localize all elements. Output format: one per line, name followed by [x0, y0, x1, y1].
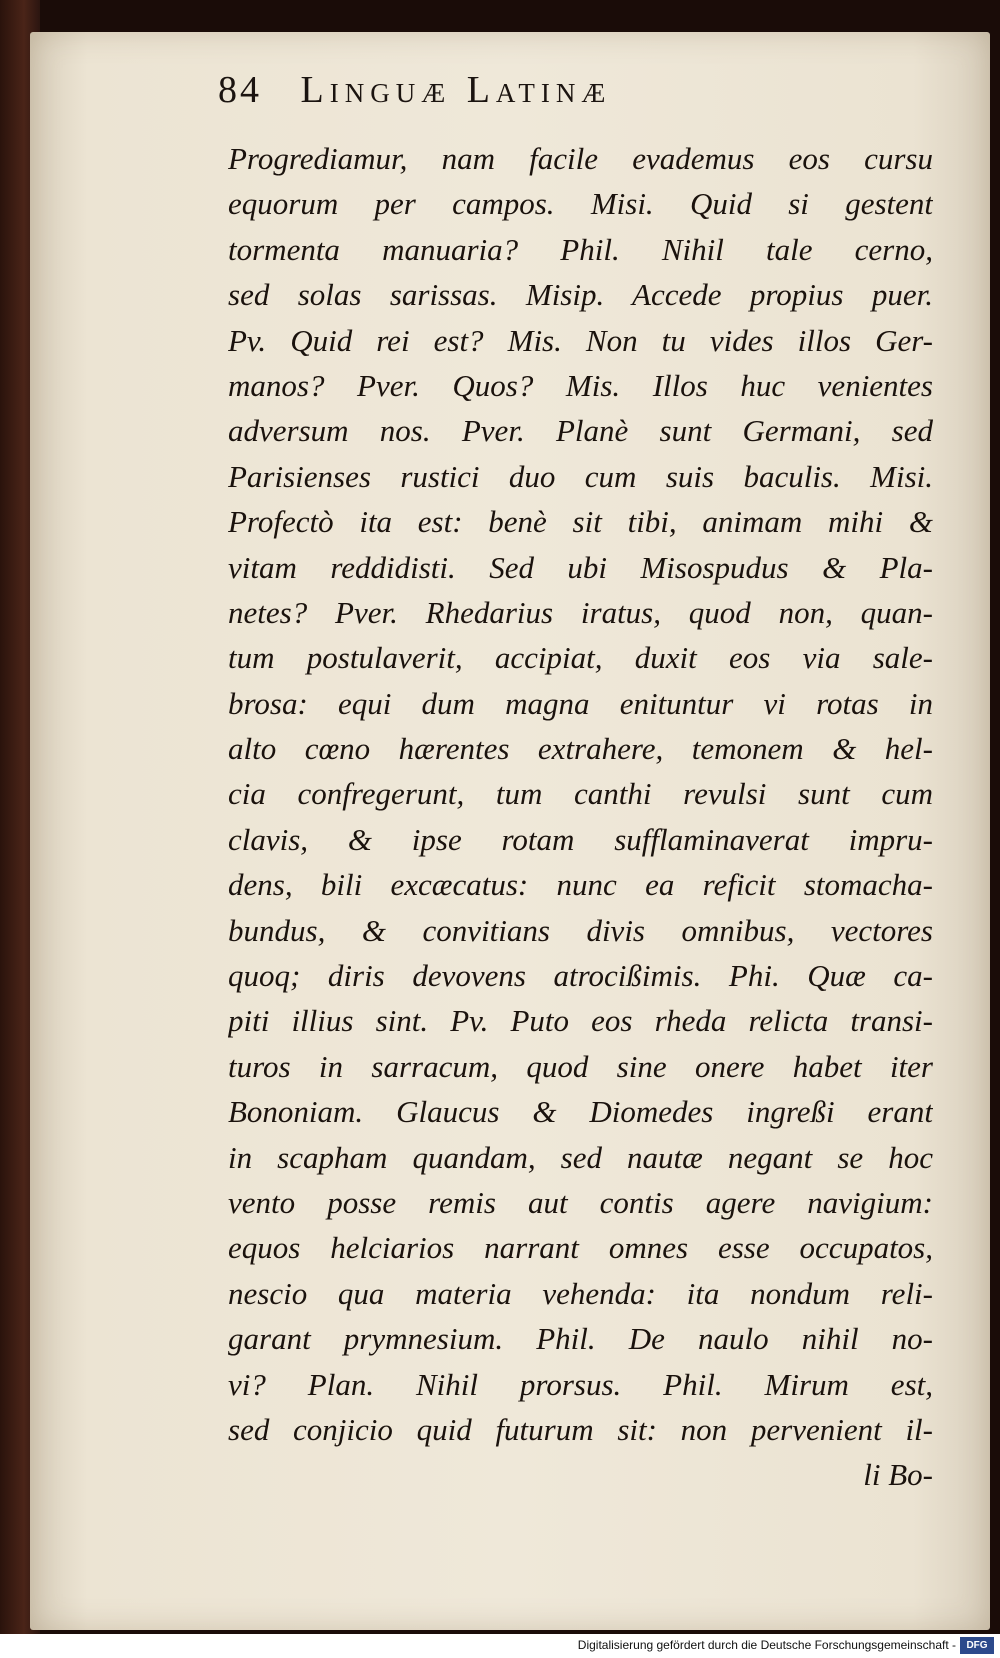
text-line: piti illius sint. Pv. Puto eos rheda relicta transi-: [228, 1003, 933, 1039]
text-line: alto cœno hærentes extrahere, temonem & hel-: [228, 731, 933, 767]
digitization-footer: [0, 1634, 1000, 1658]
text-line: Parisienses rustici duo cum suis baculis. Misi.: [228, 458, 933, 494]
text-line: brosa: equi dum magna enituntur vi rotas in: [228, 685, 933, 721]
footer-credit: Digitalisierung gefördert durch die Deutsche Forschungsgemeinschaft -: [577, 1638, 956, 1652]
text-line: manos? Pver. Quos? Mis. Illos huc venientes: [228, 367, 933, 403]
text-line: tum postulaverit, accipiat, duxit eos via sale-: [228, 640, 933, 676]
text-line: adversum nos. Pver. Planè sunt Germani, sed: [228, 413, 933, 449]
text-line: Profectò ita est: benè sit tibi, animam mihi &: [228, 504, 933, 540]
text-line: Pv. Quid rei est? Mis. Non tu vides illos Ger-: [228, 322, 933, 358]
text-line: Progrediamur, nam facile evademus eos cursu: [228, 141, 933, 176]
text-line: equos helciarios narrant omnes esse occupatos,: [228, 1230, 933, 1266]
body-text: [228, 136, 933, 1498]
text-line: vitam reddidisti. Sed ubi Misospudus & Pla-: [228, 549, 933, 585]
text-line: vi? Plan. Nihil prorsus. Phil. Mirum est,: [228, 1366, 933, 1402]
text-line: bundus, & convitians divis omnibus, vectores: [228, 912, 933, 948]
text-line: garant prymnesium. Phil. De naulo nihil no-: [228, 1321, 933, 1357]
text-line: turos in sarracum, quod sine onere habet iter: [228, 1048, 933, 1084]
text-line: dens, bili excæcatus: nunc ea reficit stomacha-: [228, 867, 933, 903]
running-head: Linguæ Latinæ: [300, 69, 612, 111]
text-line: cia confregerunt, tum canthi revulsi sunt cum: [228, 776, 933, 812]
text-line: li Bo-: [863, 1457, 933, 1493]
text-line: sed solas sarissas. Misip. Accede propius puer.: [228, 277, 933, 313]
page-number: 84: [218, 69, 262, 111]
text-line: quoq; diris devovens atrocißimis. Phi. Quæ ca-: [228, 958, 933, 994]
text-line: sed conjicio quid futurum sit: non pervenient il-: [228, 1411, 933, 1447]
text-line: equorum per campos. Misi. Quid si gestent: [228, 186, 933, 222]
text-line: vento posse remis aut contis agere navigium:: [228, 1184, 933, 1220]
text-line: tormenta manuaria? Phil. Nihil tale cerno,: [228, 231, 933, 267]
dfg-logo: DFG: [960, 1637, 994, 1654]
text-line: netes? Pver. Rhedarius iratus, quod non, quan-: [228, 594, 933, 630]
text-line: nescio qua materia vehenda: ita nondum reli-: [228, 1275, 933, 1311]
text-line: in scapham quandam, sed nautæ negant se hoc: [228, 1139, 933, 1175]
text-line: Bononiam. Glaucus & Diomedes ingreßi erant: [228, 1094, 933, 1130]
text-line: clavis, & ipse rotam sufflaminaverat impru-: [228, 821, 933, 857]
page-header: [218, 68, 818, 128]
